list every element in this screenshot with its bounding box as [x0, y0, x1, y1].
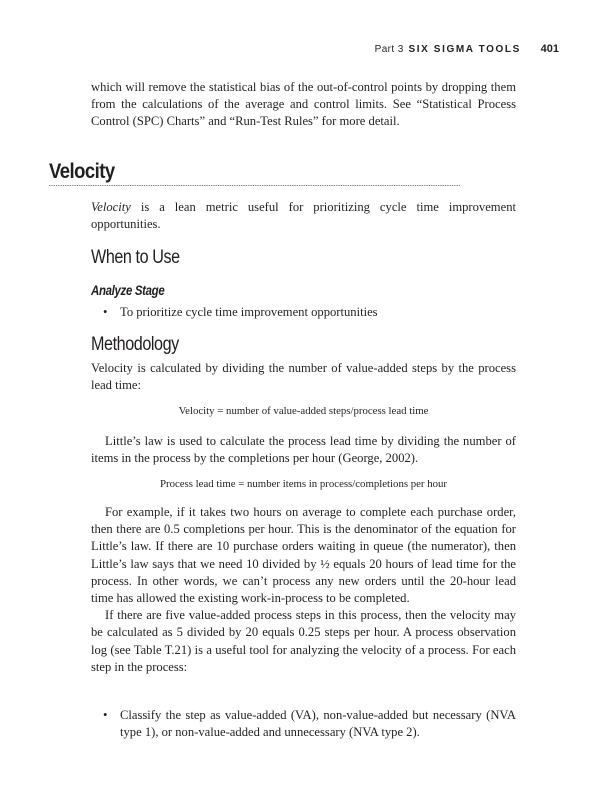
bullet-text: Classify the step as value-added (VA), non-value-added but necessary (NVA type 1), or non-value-added and unnecessary (NVA type 2). — [120, 708, 516, 740]
methodology-paragraph-2-text: Little’s law is used to calculate the process lead time by dividing the number of items in the process by the completions per hour (George, 2002). — [91, 434, 516, 466]
methodology-paragraph-3 — [91, 504, 516, 676]
bullet-icon: • — [103, 708, 108, 722]
bullet-icon: • — [103, 305, 108, 319]
bullet-text: To prioritize cycle time improvement opportunities — [120, 305, 378, 319]
methodology-paragraph-4-text: If there are five value-added process steps in this process, then the velocity may be calculated as 5 divided by 20 equals 0.25 steps per hour. A process observation log (see Table T.21) is a useful tool for analyzing the velocity of a process. For each step in the process: — [91, 608, 516, 674]
header-section: SIX SIGMA TOOLS — [408, 44, 521, 55]
header-part: Part 3 — [374, 44, 404, 55]
methodology-paragraph-1-text: Velocity is calculated by dividing the number of value-added steps by the process lead time: — [91, 361, 516, 393]
lead-time-formula: Process lead time = number items in process/completions per hour — [159, 478, 448, 490]
definition-term: Velocity — [91, 200, 131, 214]
page-number: 401 — [540, 43, 559, 55]
velocity-formula: Velocity = number of value-added steps/process lead time — [178, 405, 429, 417]
intro-paragraph — [91, 79, 516, 131]
methodology-bullet — [91, 707, 516, 741]
when-to-use-heading: When to Use — [91, 247, 180, 268]
when-to-use-bullet — [91, 304, 516, 321]
section-title: Velocity — [49, 160, 460, 186]
methodology-paragraph-2 — [91, 433, 516, 467]
stage-label: Analyze Stage — [91, 283, 165, 298]
intro-paragraph-text: which will remove the statistical bias of the out-of-control points by dropping them from the calculations of the average and control limits. See “Statistical Process Control (SPC) Charts” and “Run-Test Rules” for more detail. — [91, 80, 516, 129]
definition-paragraph — [91, 199, 516, 233]
methodology-heading: Methodology — [91, 334, 179, 355]
methodology-paragraph-1 — [91, 360, 516, 394]
definition-text: is a lean metric useful for prioritizing cycle time improvement opportunities. — [91, 200, 516, 232]
running-header — [375, 43, 559, 55]
methodology-paragraph-3-text: For example, if it takes two hours on average to complete each purchase order, then there are 0.5 completions per hour. This is the denominator of the equation for Little’s law. If there are 10 purchase orders waiting in queue (the numerator), then Little’s law says that we need 10 divided by ½ equals 20 hours of lead time for the process. In other words, we can’t process any new orders until the 20-hour lead time has allowed the existing work-in-process to be completed. — [91, 505, 516, 606]
